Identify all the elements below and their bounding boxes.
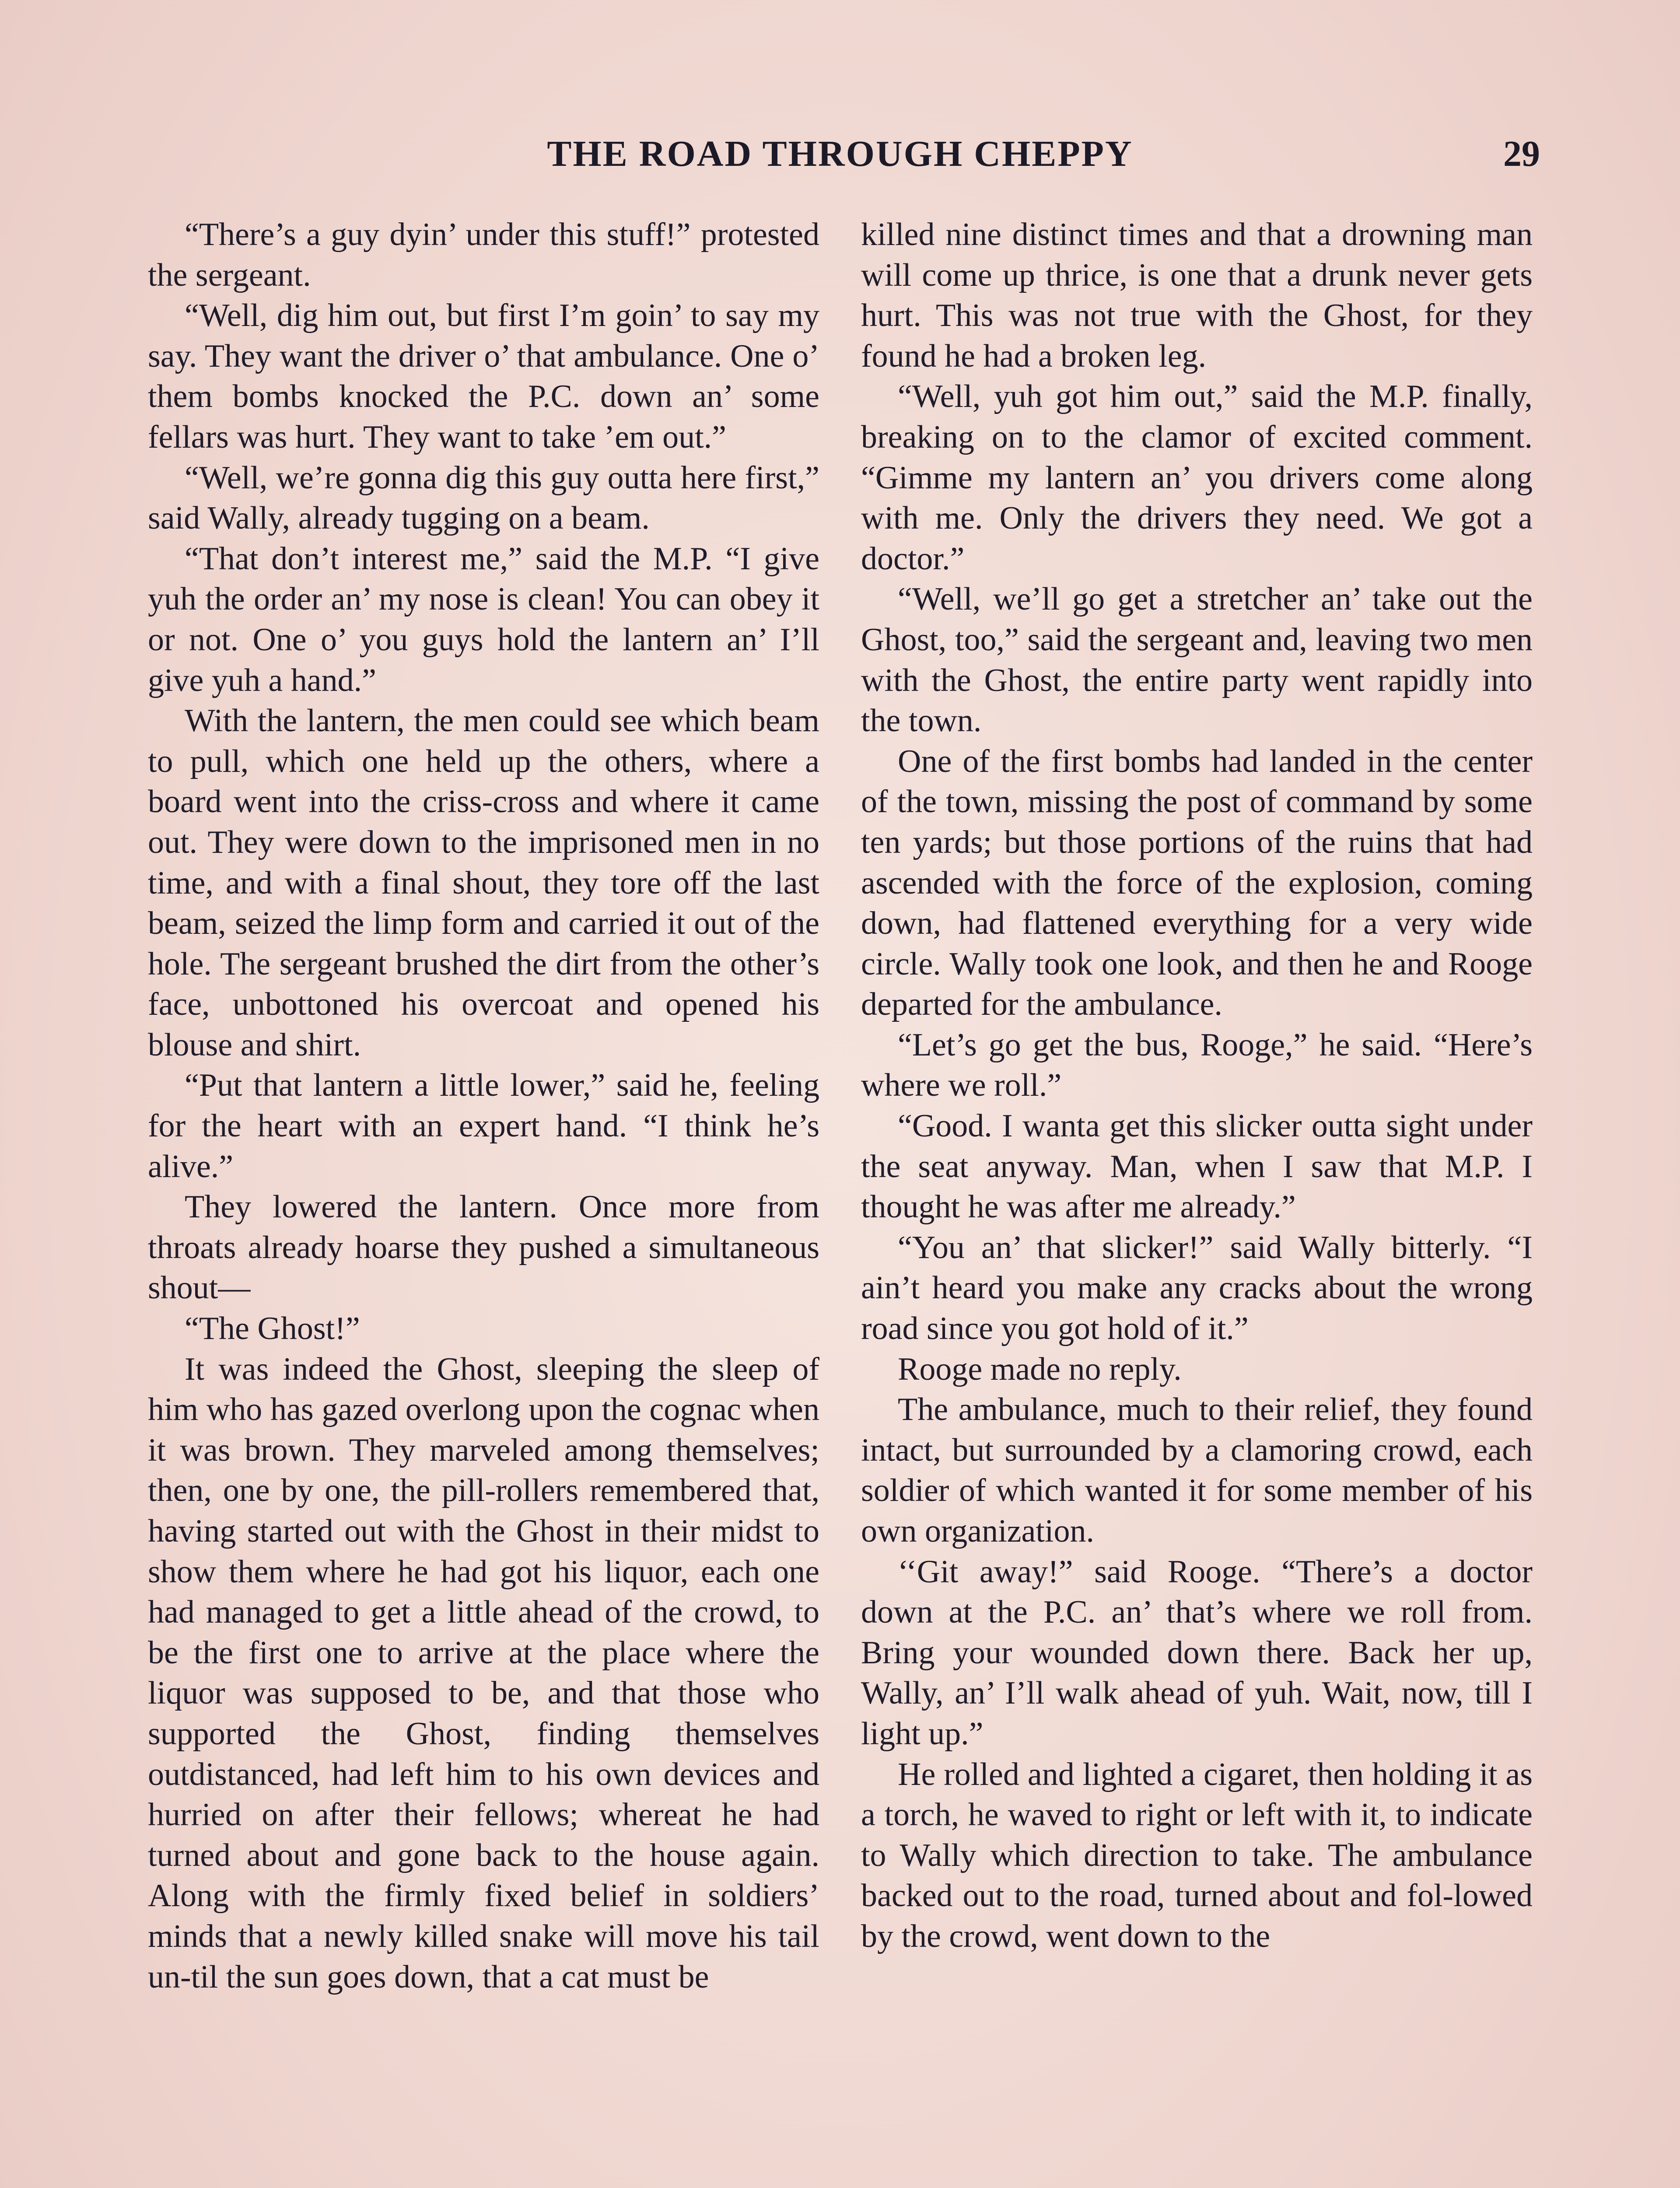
page-number: 29 (1503, 133, 1540, 174)
paragraph: ‘‘Git away!” said Rooge. “There’s a doctor down at the P.C. an’ that’s where we roll from. Bring your wounded down there. Back her up, Wally, an’ I’ll walk ahead of yuh. Wait, now, till I light up.” (861, 1553, 1533, 1752)
paragraph-continuation: killed nine distinct times and that a drowning man will come up thrice, is one that a drunk never gets hurt. This was not true with the Ghost, for they found he had a broken leg. (861, 217, 1533, 374)
paragraph: The ambulance, much to their relief, they found intact, but surrounded by a clamoring crowd, each soldier of which wanted it for some member of his own organization. (861, 1392, 1533, 1549)
paragraph: “Let’s go get the bus, Rooge,” he said. “Here’s where we roll.” (861, 1027, 1533, 1104)
paragraph: One of the first bombs had landed in the center of the town, missing the post of command by some ten yards; but those portions of the ruins that had ascended with the force of the explosion, coming down, had flattened everything for a very wide circle. Wally took one look, and then he and Rooge departed for the ambulance. (861, 743, 1533, 1023)
paragraph: “You an’ that slicker!” said Wally bitterly. “I ain’t heard you make any cracks about the wrong road since you got hold of it.” (861, 1229, 1533, 1347)
paragraph: “That don’t interest me,” said the M.P. “I give yuh the order an’ my nose is clean! You can obey it or not. One o’ you guys hold the lantern an’ I’ll give yuh a hand.” (148, 540, 819, 698)
paragraph: It was indeed the Ghost, sleeping the sleep of him who has gazed overlong upon the cognac when it was brown. They marveled among themselves; then, one by one, the pill-rollers remembered that, having started out with the Ghost in their midst to show them where he had got his liquor, each one had managed to get a little ahead of the crowd, to be the first one to arrive at the place where the liquor was supposed to be, and that those who supported the Ghost, finding themselves outdistanced, had left him to his own devices and hurried on after their fellows; whereat he had turned about and gone back to the house again. Along with the firmly fixed belief in soldiers’ minds that a newly killed snake will move his tail un-til the sun goes down, that a cat must be (148, 1351, 819, 1995)
page-header (0, 128, 1680, 180)
paragraph: They lowered the lantern. Once more from throats already hoarse they pushed a simultaneous shout— (148, 1189, 819, 1306)
paragraph: With the lantern, the men could see which beam to pull, which one held up the others, where a board went into the criss-cross and where it came out. They were down to the imprisoned men in no time, and with a final shout, they tore off the last beam, seized the limp form and carried it out of the hole. The sergeant brushed the dirt from the other’s face, unbottoned his overcoat and opened his blouse and shirt. (148, 703, 819, 1063)
paragraph: “Well, we’ll go get a stretcher an’ take out the Ghost, too,” said the sergeant and, leaving two men with the Ghost, the entire party went rapidly into the town. (861, 581, 1533, 739)
right-column (861, 214, 1533, 1957)
paragraph: “There’s a guy dyin’ under this stuff!” protested the sergeant. (148, 217, 819, 293)
left-column (148, 214, 819, 1997)
paragraph: “Well, we’re gonna dig this guy outta here first,” said Wally, already tugging on a beam. (148, 459, 819, 536)
paragraph: “Good. I wanta get this slicker outta sight under the seat anyway. Man, when I saw that M.P. I thought he was after me already.” (861, 1108, 1533, 1225)
running-title: THE ROAD THROUGH CHEPPY (547, 133, 1133, 174)
paragraph: “Put that lantern a little lower,” said he, feeling for the heart with an expert hand. “I think he’s alive.” (148, 1067, 819, 1185)
paragraph: “Well, yuh got him out,” said the M.P. finally, breaking on to the clamor of excited comment. “Gimme my lantern an’ you drivers come along with me. Only the drivers they need. We got a doctor.” (861, 379, 1533, 577)
paragraph: Rooge made no reply. (898, 1351, 1182, 1387)
paragraph: He rolled and lighted a cigaret, then holding it as a torch, he waved to right or left with it, to indicate to Wally which direction to take. The ambulance backed out to the road, turned about and fol-lowed by the crowd, went down to the (861, 1756, 1533, 1954)
paragraph: “Well, dig him out, but first I’m goin’ to say my say. They want the driver o’ that ambulance. One o’ them bombs knocked the P.C. down an’ some fellars was hurt. They want to take ’em out.” (148, 298, 819, 455)
paragraph: “The Ghost!” (185, 1311, 360, 1347)
